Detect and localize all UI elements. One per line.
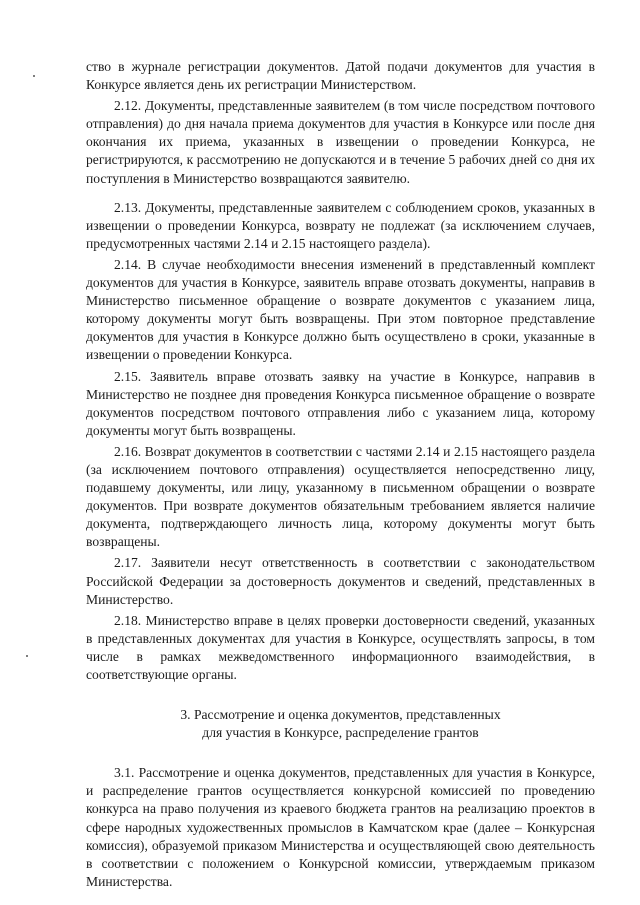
paragraph-2-17: 2.17. Заявители несут ответственность в соответствии с законодательством Российской Федерации за достоверность документов и сведений, представленных в Министерство. bbox=[86, 555, 595, 607]
paragraph-3-1: 3.1. Рассмотрение и оценка документов, представленных для участия в Конкурсе, и распределение грантов осуществляется конкурсной комиссией по проведению конкурса на право получения из краевого бюджета грантов на реализацию проектов в сфере народных художественных промыслов в Камчатском крае (далее – Конкурсная комиссия), образуемой приказом Министерства и осуществляющей свою деятельность в соответствии с положением о Конкурсной комиссии, утверждаемым приказом Министерства. bbox=[86, 765, 595, 889]
paragraph-2-15: 2.15. Заявитель вправе отозвать заявку на участие в Конкурсе, направив в Министерство не позднее дня проведения Конкурса письменное обращение о возврате документов посредством почтового отправления либо с указанием лица, которому документы могут быть возвращены. bbox=[86, 368, 595, 438]
section-heading-line-1: 3. Рассмотрение и оценка документов, представленных bbox=[180, 707, 501, 723]
paragraph-2-16: 2.16. Возврат документов в соответствии с частями 2.14 и 2.15 настоящего раздела (за исключением почтового отправления) осуществляется непосредственно лицу, подавшему документы, или лицу, указанному в письменном обращении о возврате документов. При возврате документов обязательным требованием является наличие документа, подтверждающего личность лица, которому документы могут быть возвращены. bbox=[86, 443, 595, 550]
paragraph-2-18: 2.18. Министерство вправе в целях проверки достоверности сведений, указанных в представленных документах для участия в Конкурсе, осуществлять запросы, в том числе в рамках межведомственного информационного взаимодействия, в соответствующие органы. bbox=[86, 612, 595, 682]
scan-speck bbox=[33, 75, 35, 77]
section-heading bbox=[86, 706, 595, 742]
paragraph-continuation: ство в журнале регистрации документов. Датой подачи документов для участия в Конкурсе является день их регистрации Министерством. bbox=[86, 59, 595, 93]
paragraph-2-12: 2.12. Документы, представленные заявителем (в том числе посредством почтового отправления) до дня начала приема документов для участия в Конкурсе или после дня окончания их приема, указанных в извещении о проведении Конкурса, не регистрируются, к рассмотрению не допускаются и в течение 5 рабочих дней со дня их поступления в Министерство возвращаются заявителю. bbox=[86, 98, 595, 186]
paragraph-2-14: 2.14. В случае необходимости внесения изменений в представленный комплект документов для участия в Конкурсе, заявитель вправе отозвать документы, направив в Министерство письменное обращение о возврате документов с указанием лица, которому документы могут быть возвращены. При этом повторное представление документов для участия в Конкурсе должно быть осуществлено в сроки, указанные в извещении о проведении Конкурса. bbox=[86, 256, 595, 363]
paragraph-gap bbox=[86, 191, 595, 199]
scan-speck bbox=[26, 655, 28, 657]
section-heading-line-2: для участия в Конкурсе, распределение грантов bbox=[202, 725, 479, 741]
paragraph-2-13: 2.13. Документы, представленные заявителем с соблюдением сроков, указанных в извещении о проведении Конкурса, возврату не подлежат (за исключением случаев, предусмотренных частями 2.14 и 2.15 настоящего раздела). bbox=[86, 199, 595, 251]
document-page bbox=[86, 58, 595, 894]
